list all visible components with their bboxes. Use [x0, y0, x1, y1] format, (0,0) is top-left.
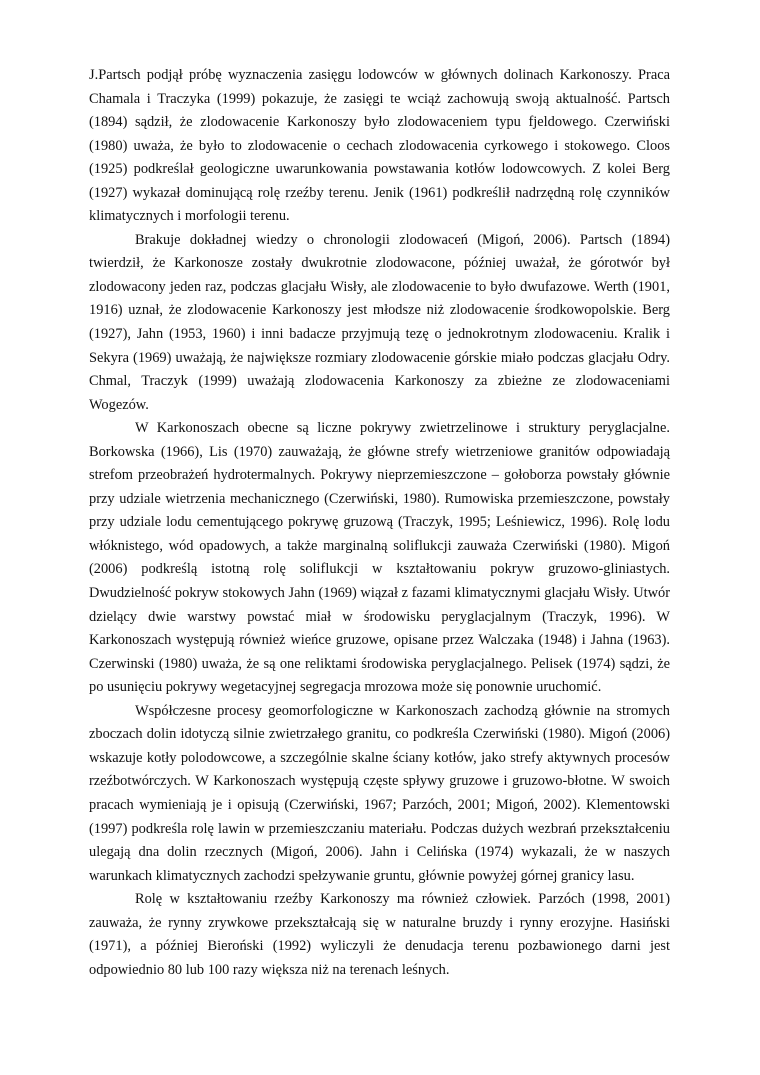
paragraph-4: Współczesne procesy geomorfologiczne w Karkonoszach zachodzą głównie na stromych zboczach dolin idotyczą silnie zwietrzałego granitu, co podkreśla Czerwiński (1980). Migoń (2006) wskazuje kotły polodowcowe, a szczególnie skalne ściany kotłów, jako strefy aktywnych procesów rzeźbotwórczych. W Karkonoszach występują częste spływy gruzowe i gruzowo-błotne. W swoich pracach wymieniają je i opisują (Czerwiński, 1967; Parzóch, 2001; Migoń, 2002). Klementowski (1997) podkreśla rolę lawin w przemieszczaniu materiału. Podczas dużych wezbrań przekształceniu ulegają dna dolin rzecznych (Migoń, 2006). Jahn i Celińska (1974) wykazali, że w naszych warunkach klimatycznych zachodzi spełzywanie gruntu, głównie powyżej górnej granicy lasu. [89, 702, 670, 884]
paragraph-5: Rolę w kształtowaniu rzeźby Karkonoszy ma również człowiek. Parzóch (1998, 2001) zauważa, że rynny zrywkowe przekształcają się w naturalne bruzdy i rynny erozyjne. Hasiński (1971), a później Bieroński (1992) wyliczyli że denudacja terenu pozbawionego darni jest odpowiednio 80 lub 100 razy większa niż na terenach leśnych. [89, 891, 670, 978]
document-page [89, 64, 670, 982]
paragraph-2: Brakuje dokładnej wiedzy o chronologii zlodowaceń (Migoń, 2006). Partsch (1894) twierdził, że Karkonosze zostały dwukrotnie zlodowacone, później uważał, że górotwór był zlodowacony jeden raz, podczas glacjału Wisły, ale zlodowacenie to było dwufazowe. Werth (1901, 1916) uznał, że zlodowacenie Karkonoszy jest młodsze niż zlodowacenie środkowopolskie. Berg (1927), Jahn (1953, 1960) i inni badacze przyjmują tezę o jednokrotnym zlodowaceniu. Kralik i Sekyra (1969) uważają, że największe rozmiary zlodowacenie górskie miało podczas glacjału Odry. Chmal, Traczyk (1999) uważają zlodowacenia Karkonoszy za zbieżne ze zlodowaceniami Wogezów. [89, 231, 670, 413]
paragraph-1: J.Partsch podjął próbę wyznaczenia zasięgu lodowców w głównych dolinach Karkonoszy. Praca Chamala i Traczyka (1999) pokazuje, że zasięgi te wciąż zachowują swoją aktualność. Partsch (1894) sądził, że zlodowacenie Karkonoszy było zlodowaceniem typu fjeldowego. Czerwiński (1980) uważa, że było to zlodowacenie o cechach zlodowacenia cyrkowego i stokowego. Cloos (1925) podkreślał geologiczne uwarunkowania powstawania kotłów lodowcowych. Z kolei Berg (1927) wykazał dominującą rolę rzeźby terenu. Jenik (1961) podkreślił nadrzędną rolę czynników klimatycznych i morfologii terenu. [89, 67, 670, 225]
paragraph-3: W Karkonoszach obecne są liczne pokrywy zwietrzelinowe i struktury peryglacjalne. Borkowska (1966), Lis (1970) zauważają, że główne strefy wietrzeniowe granitów odpowiadają strefom przeobrażeń hydrotermalnych. Pokrywy nieprzemieszczone – gołoborza powstały głównie przy udziale wietrzenia mechanicznego (Czerwiński, 1980). Rumowiska przemieszczone, powstały przy udziale lodu cementującego pokrywę gruzową (Traczyk, 1995; Leśniewicz, 1996). Rolę lodu włóknistego, wód opadowych, a także marginalną soliflukcji zauważa Czerwiński (1980). Migoń (2006) podkreślą istotną rolę soliflukcji w kształtowaniu pokryw gruzowo-gliniastych. Dwudzielność pokryw stokowych Jahn (1969) wiązał z fazami klimatycznymi glacjału Wisły. Utwór dzielący dwie warstwy powstać miał w środowisku peryglacjalnym (Traczyk, 1996). W Karkonoszach występują również wieńce gruzowe, opisane przez Walczaka (1948) i Jahna (1963). Czerwinski (1980) uważa, że są one reliktami środowiska peryglacjalnego. Pelisek (1974) sądzi, że po usunięciu pokrywy wegetacyjnej segregacja mrozowa może się ponownie uruchomić. [89, 420, 670, 696]
